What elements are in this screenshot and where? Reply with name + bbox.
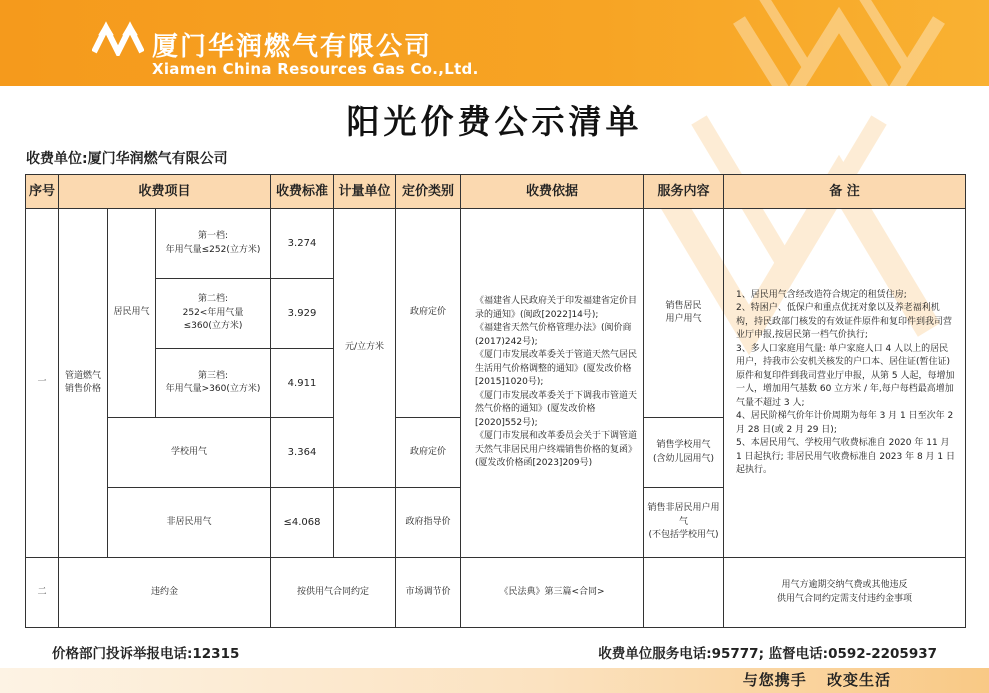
row1-service-residential: 销售居民 用户用气 [644,209,724,418]
fee-table [25,174,966,628]
nonresidential-label: 非居民用气 [108,488,271,558]
table-row [26,209,966,279]
row1-unit-blank [334,488,396,558]
header-unit: 计量单位 [334,175,396,209]
tier3-price: 4.911 [271,349,334,418]
header-decoration-icon [719,0,979,86]
header-seq: 序号 [26,175,59,209]
nonresidential-price: ≤4.068 [271,488,334,558]
row2-standard: 按供用气合同约定 [271,558,396,628]
header-standard: 收费标准 [271,175,334,209]
company-logo-icon [92,16,144,56]
complaint-hotline: 价格部门投诉举报电话:12315 [52,646,240,662]
row2-basis: 《民法典》第三篇<合同> [461,558,644,628]
tier2-label: 第二档: 252<年用气量 ≤360(立方米) [156,279,271,349]
row2-pricing-type: 市场调节价 [396,558,461,628]
row1-pricing-school: 政府定价 [396,418,461,488]
tier1-label: 第一档: 年用气量≤252(立方米) [156,209,271,279]
row1-category: 管道燃气 销售价格 [59,209,108,558]
row1-seq: 一 [26,209,59,558]
row1-residential-label: 居民用气 [108,209,156,418]
tier2-price: 3.929 [271,279,334,349]
header-pricing-type: 定价类别 [396,175,461,209]
company-name-en: Xiamen China Resources Gas Co.,Ltd. [152,60,479,78]
row1-remarks: 1、居民用气含经改造符合规定的租赁住房; 2、特困户、低保户和重点优抚对象以及养老福利机构，持民政部门核发的有效证件原件和复印件到我司营业厅申报,按居民第一档气价执行; 3、多人口家庭用气量: 单户家庭人口 4 人以上的居民用户，持我市公安机关核发的户口本、居住证(暂住证) 原件和复印件到我司营业厅申报，从第 5 人起，每增加一人，增加用气基数 60 立方米 / 年,每户每档最高增加气量不超过 3 人; 4、居民阶梯气价年计价周期为每年 3 月 1 日至次年 2 月 28 日(或 2 月 29 日); 5、本居民用气、学校用气收费标准自 2020 年 11 月 1 日起执行; 非居民用气收费标准自 2023 年 8 月 1 日起执行。 [724,209,966,558]
row2-item: 违约金 [59,558,271,628]
header-remarks: 备 注 [724,175,966,209]
table-row [26,558,966,628]
document-title: 阳光价费公示清单 [346,102,643,141]
school-label: 学校用气 [108,418,271,488]
payee-line: 收费单位:厦门华润燃气有限公司 [26,151,228,167]
row2-remarks: 用气方逾期交纳气费或其他违反 供用气合同约定需支付违约金事项 [724,558,966,628]
row1-service-school: 销售学校用气 (含幼儿园用气) [644,418,724,488]
row1-pricing-residential: 政府定价 [396,209,461,418]
row1-basis: 《福建省人民政府关于印发福建省定价目录的通知》(闽政[2022]14号); 《福建省天然气价格管理办法》(闽价商(2017)242号); 《厦门市发展改革委关于管道天然气居民生活用气价格调整的通知》(厦发改价格[2015]1020号); 《厦门市发展改革委关于下调我市管道天然气价格的通知》(厦发改价格[2020]552号); 《厦门市发展和改革委员会关于下调管道天然气非居民用户终端销售价格的复函》(厦发改价格函[2023]209号) [461,209,644,558]
row1-pricing-nonresidential: 政府指导价 [396,488,461,558]
row1-service-nonresidential: 销售非居民用户用气 (不包括学校用气) [644,488,724,558]
table-header-row [26,175,966,209]
row2-service-blank [644,558,724,628]
row1-unit: 元/立方米 [334,209,396,488]
slogan [729,668,891,693]
slogan-part2: 改变生活 [826,671,891,689]
header-service: 服务内容 [644,175,724,209]
company-name-cn: 厦门华润燃气有限公司 [152,32,433,62]
header-item: 收费项目 [59,175,271,209]
header-band [0,0,989,86]
tier1-price: 3.274 [271,209,334,279]
school-price: 3.364 [271,418,334,488]
row2-seq: 二 [26,558,59,628]
header-basis: 收费依据 [461,175,644,209]
service-phones: 收费单位服务电话:95777; 监督电话:0592-2205937 [598,646,937,662]
tier3-label: 第三档: 年用气量>360(立方米) [156,349,271,418]
slogan-part1: 与您携手 [742,671,807,689]
